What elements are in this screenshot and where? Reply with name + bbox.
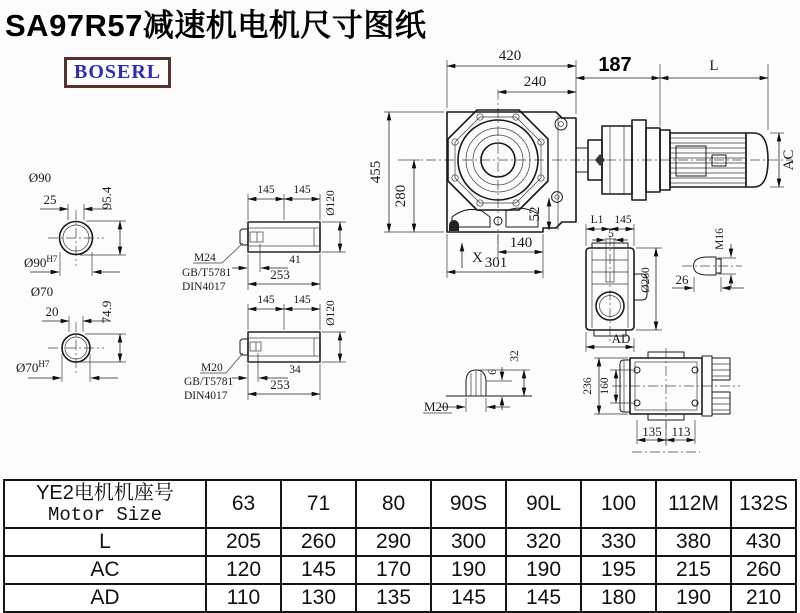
- row-label-L: L: [4, 528, 206, 556]
- cell-AC-100: 195: [581, 556, 656, 584]
- bore-70-label: $Ø70^{H7}$: [16, 359, 50, 375]
- rear-view: [582, 348, 740, 452]
- dim-L1-label: L1: [590, 214, 604, 226]
- thread-m24-label: M24: [194, 252, 216, 264]
- dim-32-label: 32: [509, 350, 521, 362]
- header-cn: YE2电机机座号: [36, 482, 174, 504]
- size-column-90s: 90S: [431, 480, 506, 528]
- dim-145b-label: 145: [293, 184, 311, 196]
- hollow-shaft-m24: [182, 184, 346, 293]
- standard1-label: GB/T5781: [182, 267, 232, 279]
- dim-41-label: 41: [289, 254, 301, 266]
- dia-90-label: Ø90: [28, 170, 52, 185]
- dim-5-label: 5: [608, 228, 614, 240]
- datum-x-label: X: [472, 250, 483, 266]
- dim-253-label: 253: [270, 377, 290, 392]
- dim-140-label: 140: [509, 235, 533, 251]
- size-column-63: 63: [206, 480, 281, 528]
- dim-236-label: 236: [582, 377, 594, 395]
- cell-L-71: 260: [281, 528, 356, 556]
- cell-AC-63: 120: [206, 556, 281, 584]
- motor-size-table: [3, 479, 797, 613]
- dim-AC-label: AC: [781, 149, 797, 171]
- cell-AD-80: 135: [356, 584, 431, 612]
- table-header-row: [4, 480, 796, 528]
- header-en: Motor Size: [47, 504, 163, 526]
- cell-L-132s: 430: [731, 528, 796, 556]
- dim-113-label: 113: [671, 424, 691, 439]
- size-column-112m: 112M: [656, 480, 731, 528]
- cell-AC-112m: 215: [656, 556, 731, 584]
- dim-455-label: 455: [368, 160, 384, 184]
- dim-135-label: 135: [642, 424, 662, 439]
- standard1-label: GB/T5781: [184, 376, 234, 388]
- dim-52-label: 52: [527, 206, 543, 222]
- dia-120-label: Ø120: [325, 300, 337, 326]
- thread-m20-label: M20: [201, 362, 223, 374]
- logo-text: BOSERL: [74, 61, 162, 83]
- shaft-section-70: [16, 284, 126, 382]
- side-view: [586, 214, 662, 352]
- page-title: SA97R57减速机电机尺寸图纸: [5, 8, 427, 43]
- dim-280-label: 280: [393, 184, 409, 208]
- cell-AC-80: 170: [356, 556, 431, 584]
- cell-AC-132s: 260: [731, 556, 796, 584]
- dia-70-label: Ø70: [30, 284, 54, 299]
- bore-90-label: $Ø90^{H7}$: [24, 254, 58, 270]
- size-column-100: 100: [581, 480, 656, 528]
- cell-AD-100: 180: [581, 584, 656, 612]
- cell-L-90s: 300: [431, 528, 506, 556]
- cell-AD-90l: 145: [506, 584, 581, 612]
- cell-AC-71: 145: [281, 556, 356, 584]
- hollow-shaft-m20: [184, 294, 346, 402]
- row-label-AD: AD: [4, 584, 206, 612]
- dim-26-label: 26: [675, 272, 689, 287]
- dim-160-label: 160: [599, 377, 611, 395]
- table-row-AD: [4, 584, 796, 612]
- dia-260-label: Ø260: [640, 267, 652, 293]
- cell-AD-90s: 145: [431, 584, 506, 612]
- dim-20-label: 20: [45, 304, 59, 319]
- cell-L-80: 290: [356, 528, 431, 556]
- dim-95-4-label: 95.4: [99, 186, 114, 210]
- dim-301-label: 301: [484, 255, 508, 271]
- standard2-label: DIN4017: [182, 281, 226, 293]
- size-column-80: 80: [356, 480, 431, 528]
- dim-145a-label: 145: [257, 294, 275, 306]
- table-row-L: [4, 528, 796, 556]
- front-view: [368, 48, 797, 278]
- cell-AC-90l: 190: [506, 556, 581, 584]
- dim-74-9-label: 74.9: [99, 300, 114, 324]
- bolt-detail-m16: [672, 228, 744, 292]
- cell-L-112m: 380: [656, 528, 731, 556]
- standard2-label: DIN4017: [184, 390, 228, 402]
- table-row-AC: [4, 556, 796, 584]
- plug-detail-m20: [423, 350, 532, 414]
- dim-145a-label: 145: [257, 184, 275, 196]
- shaft-section-90: [24, 170, 126, 276]
- dim-253-label: 253: [270, 267, 290, 282]
- dim-240-label: 240: [523, 74, 547, 90]
- cell-AD-132s: 210: [731, 584, 796, 612]
- size-column-90l: 90L: [506, 480, 581, 528]
- dia-120-label: Ø120: [325, 190, 337, 216]
- cell-AD-71: 130: [281, 584, 356, 612]
- cell-AD-112m: 190: [656, 584, 731, 612]
- dim-187-label: 187: [598, 54, 632, 76]
- dim-145-label: 145: [614, 214, 632, 226]
- cell-AC-90s: 190: [431, 556, 506, 584]
- row-label-AC: AC: [4, 556, 206, 584]
- dim-145b-label: 145: [293, 294, 311, 306]
- cell-AD-63: 110: [206, 584, 281, 612]
- size-column-132s: 132S: [731, 480, 796, 528]
- thread-m20-label: M20: [424, 399, 449, 414]
- dim-6-label: 6: [487, 369, 499, 375]
- dim-34-label: 34: [289, 364, 301, 376]
- dim-AD-label: AD: [611, 331, 631, 346]
- motor-size-header: [4, 480, 206, 528]
- size-column-71: 71: [281, 480, 356, 528]
- cell-L-100: 330: [581, 528, 656, 556]
- dim-L-label: L: [709, 58, 719, 74]
- dim-25-label: 25: [43, 192, 57, 207]
- thread-m16-label: M16: [714, 228, 726, 250]
- cell-L-63: 205: [206, 528, 281, 556]
- dim-420-label: 420: [498, 48, 522, 64]
- cell-L-90l: 320: [506, 528, 581, 556]
